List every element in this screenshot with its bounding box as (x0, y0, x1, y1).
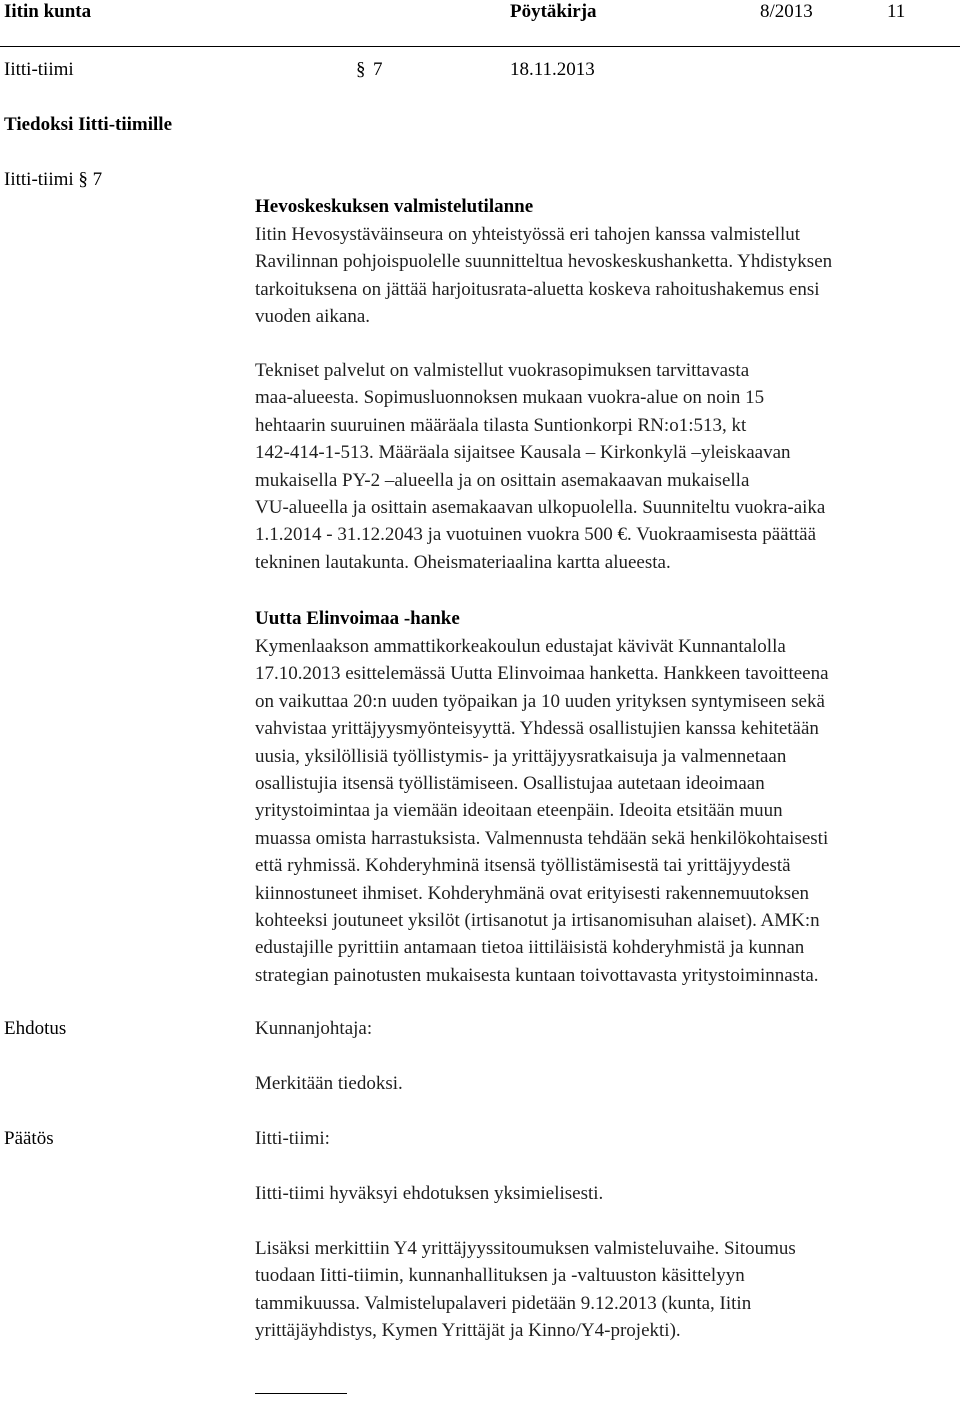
section-symbol: § (356, 59, 366, 80)
text-line: Iitin Hevosystäväinseura on yhteistyössä eri tahojen kanssa valmistellut (255, 224, 801, 245)
text-line: Kymenlaakson ammattikorkeakoulun edustajat kävivät Kunnantalolla (255, 636, 786, 657)
text-line: 17.10.2013 esittelemässä Uutta Elinvoimaa hanketta. Hankkeen tavoitteena (255, 663, 829, 685)
text-line: Lisäksi merkittiin Y4 yrittäjyyssitoumuksen valmisteluvaihe. Sitoumus (255, 1238, 796, 1259)
text-line: tuodaan Iitti-tiimin, kunnanhallituksen ja -valtuuston käsittelyyn (255, 1265, 745, 1287)
document-type: Pöytäkirja (510, 1, 597, 22)
text-line: uusia, yksilöllisiä työllistymis- ja yrittäjyysratkaisuja ja valmennetaan (255, 745, 787, 767)
topic2-paragraph (255, 633, 955, 989)
proposal-text: Merkitään tiedoksi. (255, 1073, 403, 1094)
text-line: edustajille pyrittiin antamaan tietoa iittiläisistä kohderyhmistä ja kunnan (255, 937, 805, 959)
closing-rule (255, 1393, 347, 1394)
text-line: yrittäjäyhdistys, Kymen Yrittäjät ja Kinno/Y4-projekti). (255, 1320, 681, 1342)
text-line: VU-alueella ja osittain asemakaavan ulkopuolella. Suunniteltu vuokra-aika (255, 497, 826, 519)
text-line: yritystoimintaa ja viemään ideoitaan eteenpäin. Ideoita etsitään muun (255, 800, 783, 822)
text-line: tekninen lautakunta. Oheismateriaalina kartta alueesta. (255, 551, 671, 573)
topic-heading-horse-center: Hevoskeskuksen valmistelutilanne (255, 196, 534, 217)
proposal-label: Ehdotus (4, 1018, 67, 1039)
topic1-paragraph-2 (255, 357, 955, 576)
section-title: Tiedoksi Iitti-tiimille (4, 114, 173, 135)
body-name: Iitti-tiimi (4, 59, 74, 80)
text-line: Ravilinnan pohjoispuolelle suunnitteltua hevoskeskushanketta. Yhdistyksen (255, 251, 833, 273)
text-line: on vaikuttaa 20:n uuden työpaikan ja 10 uuden yrityksen syntymiseen sekä (255, 690, 825, 712)
text-line: vuoden aikana. (255, 306, 371, 328)
topic1-paragraph-1 (255, 221, 955, 331)
org-name: Iitin kunta (4, 1, 92, 22)
meeting-date: 18.11.2013 (510, 59, 595, 80)
decision-label: Päätös (4, 1128, 54, 1149)
text-line: vahvistaa yrittäjyysmyönteisyyttä. Yhdessä osallistujien kanssa kehitetään (255, 718, 819, 740)
text-line: kiinnostuneet ihmiset. Kohderyhmänä ovat erityisesti rakennemuutoksen (255, 882, 810, 904)
section-number: 7 (373, 59, 383, 80)
document-number: 8/2013 (760, 1, 813, 22)
decision-additional-paragraph (255, 1235, 955, 1345)
text-line: osallistujia itsensä työllistämiseen. Osallistujaa autetaan ideoimaan (255, 773, 765, 795)
text-line: 1.1.2014 - 31.12.2043 ja vuotuinen vuokra 500 €. Vuokraamisesta päättää (255, 524, 817, 546)
text-line: mukaisella PY-2 –alueella ja on osittain asemakaavan mukaisella (255, 469, 750, 491)
section-reference: Iitti-tiimi § 7 (4, 169, 103, 190)
text-line: tarkoituksena on jättää harjoitusrata-aluetta koskeva rahoitushakemus ensi (255, 278, 820, 300)
text-line: hehtaarin suuruinen määräala tilasta Suntionkorpi RN:o1:513, kt (255, 414, 747, 436)
text-line: maa-alueesta. Sopimusluonnoksen mukaan vuokra-alue on noin 15 (255, 387, 765, 409)
text-line: kohteeksi joutuneet yksilöt (irtisanotut ja irtisanomisuhan alaiset). AMK:n (255, 910, 820, 932)
text-line: Tekniset palvelut on valmistellut vuokrasopimuksen tarvittavasta (255, 360, 750, 381)
topic-heading-new-vitality: Uutta Elinvoimaa -hanke (255, 608, 460, 629)
text-line: 142-414-1-513. Määräala sijaitsee Kausala – Kirkonkylä –yleiskaavan (255, 442, 791, 464)
decision-text: Iitti-tiimi hyväksyi ehdotuksen yksimielisesti. (255, 1183, 604, 1204)
text-line: tammikuussa. Valmistelupalaveri pidetään 9.12.2013 (kunta, Iitin (255, 1292, 752, 1314)
page-number: 11 (887, 1, 906, 22)
proposal-author: Kunnanjohtaja: (255, 1018, 373, 1039)
header-divider (0, 46, 960, 47)
text-line: strategian painotusten mukaisesta kuntaan toivottavasta yritystoiminnasta. (255, 964, 819, 986)
text-line: että ryhmissä. Kohderyhminä itsensä työllistämisestä tai yrittäjyydestä (255, 855, 791, 877)
text-line: muassa omista harrastuksista. Valmennusta tehdään sekä henkilökohtaisesti (255, 827, 829, 849)
decision-body: Iitti-tiimi: (255, 1128, 330, 1149)
